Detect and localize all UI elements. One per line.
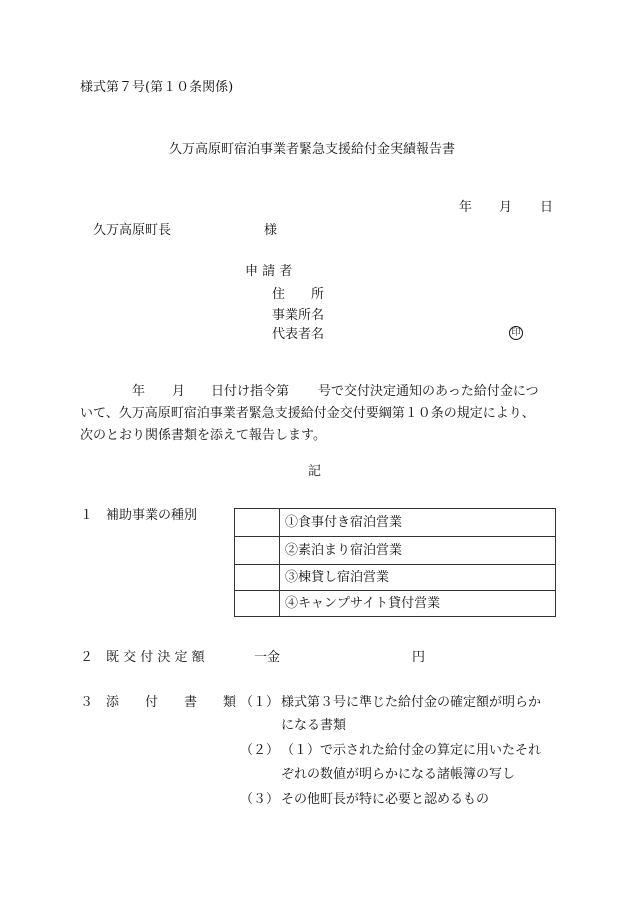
form-number: 様式第７号(第１０条関係): [80, 80, 234, 95]
attachment-text: 様式第３号に準じた給付金の確定額が明らか: [281, 695, 542, 710]
body-month: 月: [172, 384, 186, 399]
checkbox-cell[interactable]: [235, 509, 280, 536]
section2-label: ２ 既 交 付 決 定 額: [80, 650, 205, 665]
business-type-option: ③棟貸し宿泊営業: [285, 570, 390, 585]
attachment-number: （３）: [240, 792, 280, 807]
addressee-name: 久万高原町長: [93, 223, 172, 238]
seal-mark: 印: [509, 326, 523, 340]
body-line1-rest: 号で交付決定通知のあった給付金につ: [318, 384, 539, 399]
date-day-label: 日: [540, 200, 554, 215]
section1-label: １ 補助事業の種別: [80, 508, 198, 523]
business-type-row: [235, 509, 555, 536]
section3-label: ３ 添 付 書 類: [80, 695, 237, 710]
office-name-label: 事業所名: [272, 308, 325, 323]
attachment-text-cont: になる書類: [281, 718, 347, 733]
business-type-table: [234, 508, 556, 617]
amount-unit: 円: [412, 650, 426, 665]
checkbox-cell[interactable]: [235, 591, 280, 617]
checkbox-cell[interactable]: [235, 537, 280, 564]
business-type-row: [235, 536, 555, 564]
representative-label: 代表者名: [272, 327, 325, 342]
body-year: 年: [132, 384, 146, 399]
attachment-text: （１）で示された給付金の算定に用いたそれ: [281, 743, 542, 758]
date-month-label: 月: [499, 200, 513, 215]
amount-prefix: 一金: [254, 650, 281, 665]
business-type-row: [235, 590, 555, 617]
business-type-option: ①食事付き宿泊営業: [285, 514, 403, 530]
addressee-honorific: 様: [264, 223, 278, 238]
date-year-label: 年: [459, 200, 473, 215]
business-type-option: ②素泊まり宿泊営業: [285, 542, 403, 558]
ki-heading: 記: [308, 464, 322, 479]
body-line2: いて、久万高原町宿泊事業者緊急支援給付金交付要綱第１０条の規定により、: [80, 406, 535, 421]
applicant-heading: 申 請 者: [245, 264, 293, 279]
business-type-row: [235, 564, 555, 591]
attachment-number: （１）: [240, 695, 280, 710]
document-title: 久万高原町宿泊事業者緊急支援給付金実績報告書: [169, 142, 456, 157]
attachment-text-cont: ぞれの数値が明らかになる諸帳簿の写し: [281, 767, 516, 782]
checkbox-cell[interactable]: [235, 565, 280, 591]
body-line3: 次のとおり関係書類を添えて報告します。: [80, 428, 326, 443]
business-type-option: ④キャンプサイト貸付営業: [285, 596, 441, 611]
attachment-text: その他町長が特に必要と認めるもの: [281, 792, 490, 807]
body-day-text: 日付け指令第: [211, 384, 290, 399]
address-label: 住 所: [272, 287, 325, 302]
attachment-number: （２）: [240, 743, 280, 758]
